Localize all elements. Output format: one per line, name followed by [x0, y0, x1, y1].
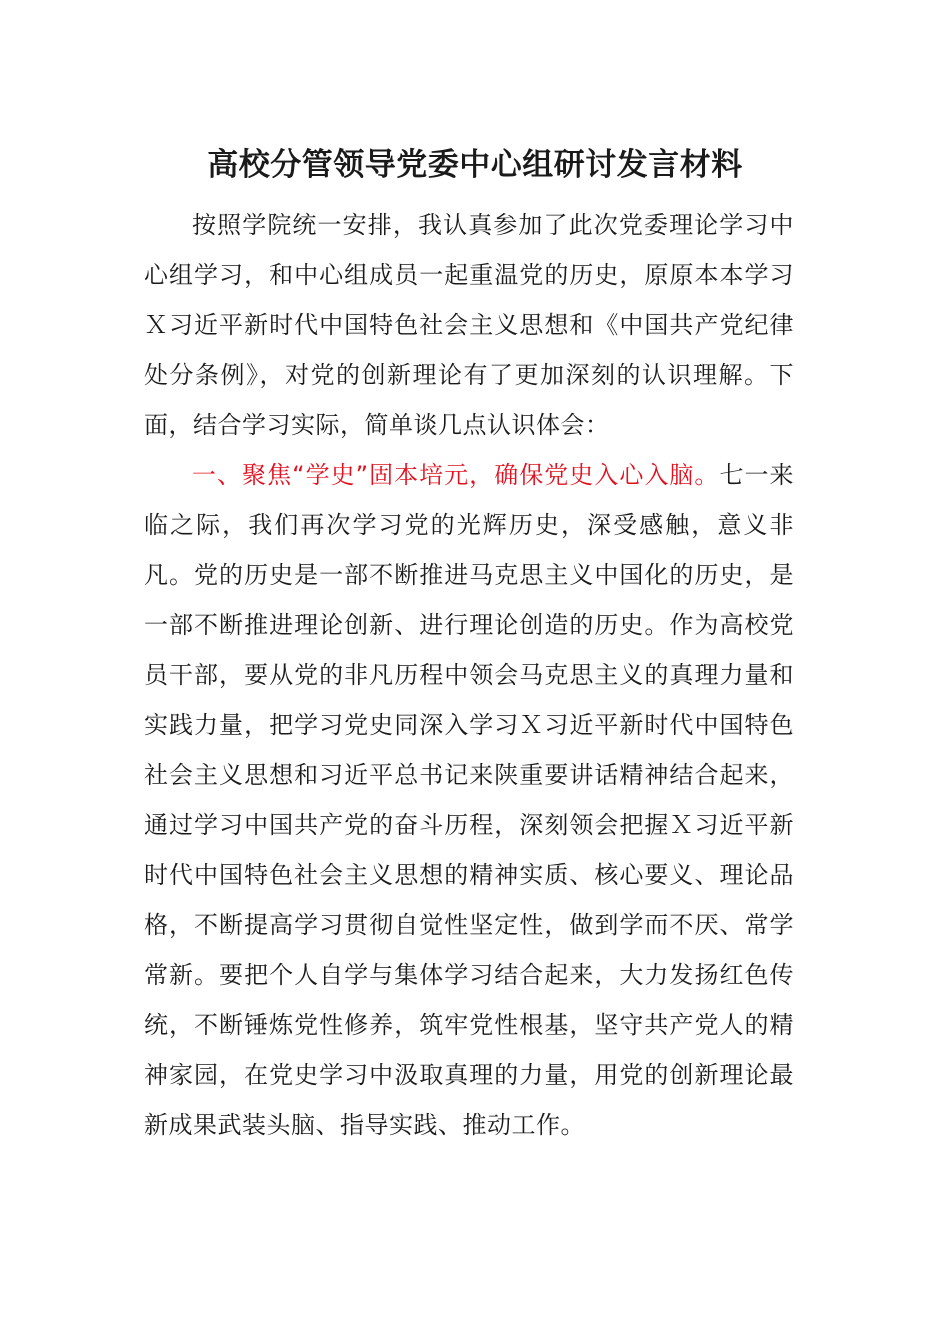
intro-paragraph	[144, 200, 794, 450]
document-title: 高校分管领导党委中心组研讨发言材料	[207, 147, 743, 183]
section-one-body: 七一来临之际，我们再次学习党的光辉历史，深受感触，意义非凡。党的历史是一部不断推进马克思主义中国化的历史，是一部不断推进理论创新、进行理论创造的历史。作为高校党员干部，要从党的非凡历程中领会马克思主义的真理力量和实践力量，把学习党史同深入学习Ｘ习近平新时代中国特色社会主义思想和习近平总书记来陕重要讲话精神结合起来，通过学习中国共产党的奋斗历程，深刻领会把握Ｘ习近平新时代中国特色社会主义思想的精神实质、核心要义、理论品格，不断提高学习贯彻自觉性坚定性，做到学而不厌、常学常新。要把个人自学与集体学习结合起来，大力发扬红色传统，不断锤炼党性修养，筑牢党性根基，坚守共产党人的精神家园，在党史学习中汲取真理的力量，用党的创新理论最新成果武装头脑、指导实践、推动工作。	[144, 461, 795, 1139]
section-one-heading: 一、聚焦“学史”固本培元，确保党史入心入脑。	[192, 461, 720, 489]
section-one-paragraph	[144, 450, 794, 1150]
intro-paragraph-text: 按照学院统一安排，我认真参加了此次党委理论学习中心组学习，和中心组成员一起重温党的历史，原原本本学习Ｘ习近平新时代中国特色社会主义思想和《中国共产党纪律处分条例》，对党的创新理论有了更加深刻的认识理解。下面，结合学习实际，简单谈几点认识体会：	[144, 211, 794, 439]
